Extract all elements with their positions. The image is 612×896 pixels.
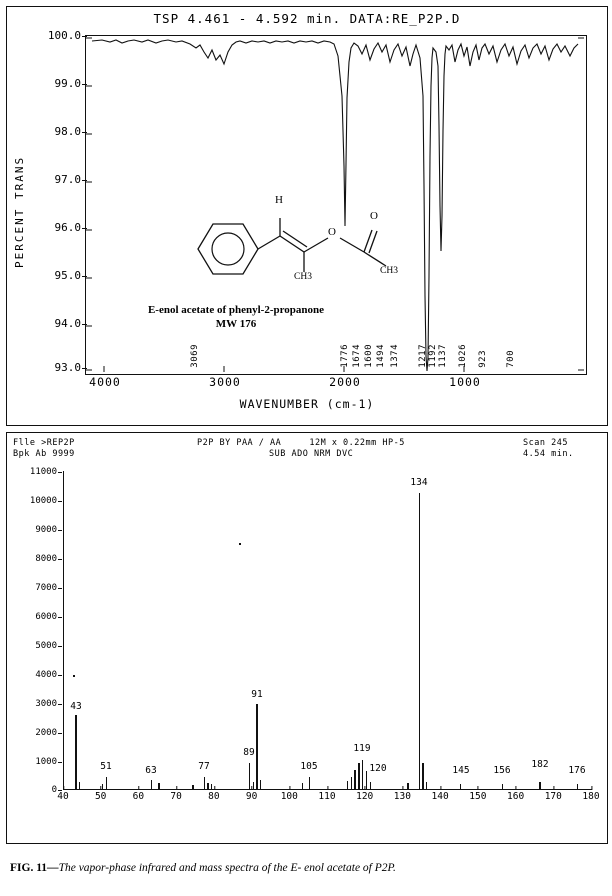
ms-xtick: 110	[318, 791, 336, 802]
ms-peak-136	[426, 782, 427, 789]
ir-spectrum-panel	[6, 6, 608, 426]
ms-stray-dot	[239, 543, 241, 545]
ms-ytick: 5000	[35, 641, 57, 651]
ms-xtick: 80	[208, 791, 220, 802]
ms-peak-134	[419, 493, 421, 789]
ms-header-file: Flle >REP2P	[13, 438, 75, 448]
ms-peak-63	[151, 780, 152, 789]
ms-peak-43	[75, 715, 76, 789]
ir-ytick: 96.0	[54, 221, 81, 234]
ms-peak-label-119: 119	[353, 743, 371, 754]
ir-y-axis-label: PERCENT TRANS	[13, 155, 26, 269]
ms-xtick: 120	[356, 791, 374, 802]
ms-peak-65	[158, 783, 159, 789]
ir-peak-label: 1137	[438, 344, 448, 368]
ir-peak-label: 923	[478, 350, 488, 368]
ms-peak-156	[502, 784, 503, 790]
ms-peak-92	[260, 780, 261, 790]
ms-xtick: 170	[544, 791, 562, 802]
ms-peak-label-182: 182	[531, 759, 549, 770]
ms-peak-label-156: 156	[493, 765, 511, 776]
ms-xtick: 130	[393, 791, 411, 802]
ms-peak-103	[302, 783, 303, 789]
ms-peak-118	[358, 763, 359, 789]
structure-atom-h: H	[275, 194, 283, 206]
ms-peak-91	[256, 704, 257, 789]
ms-spectrum-panel	[6, 432, 608, 844]
ir-ytick: 94.0	[54, 317, 81, 330]
figure-caption-prefix: FIG. 11—	[10, 862, 59, 874]
ms-peak-label-105: 105	[300, 761, 318, 772]
ir-peak-label: 1600	[364, 344, 374, 368]
ms-header-scan: Scan 245	[523, 438, 568, 448]
ir-title: TSP 4.461 - 4.592 min. DATA:RE_P2P.D	[153, 11, 461, 26]
ir-plot-area	[85, 35, 587, 375]
structure-caption-mw: MW 176	[215, 318, 257, 330]
ir-peak-label: 1374	[390, 344, 400, 368]
ms-peak-145	[460, 784, 461, 790]
ms-ytick: 4000	[35, 670, 57, 680]
ms-peak-label-145: 145	[452, 765, 470, 776]
ms-header-method: P2P BY PAA / AA 12M x 0.22mm HP-5	[197, 438, 405, 448]
ms-header-time: 4.54 min.	[523, 449, 574, 459]
ms-peak-176	[577, 784, 578, 789]
ms-peak-117	[354, 770, 355, 789]
ms-xtick: 40	[57, 791, 69, 802]
ms-xtick: 160	[507, 791, 525, 802]
ms-peak-label-51: 51	[100, 761, 112, 772]
ms-peak-74	[192, 785, 193, 789]
figure-caption	[10, 862, 590, 874]
ms-peak-121	[370, 782, 371, 789]
ir-peak-label: 1776	[340, 344, 350, 368]
ms-ytick: 8000	[35, 554, 57, 564]
ir-xtick: 3000	[209, 375, 241, 389]
ms-peak-79	[211, 784, 212, 789]
ms-ytick: 0	[51, 785, 57, 795]
structure-caption-name: E-enol acetate of phenyl-2-propanone	[147, 304, 325, 316]
ir-ytick: 99.0	[54, 77, 81, 90]
ir-peak-label: 1192	[428, 344, 438, 368]
ir-ytick: 95.0	[54, 269, 81, 282]
ms-peak-116	[351, 777, 352, 789]
ms-xtick: 70	[170, 791, 182, 802]
ms-peak-105	[309, 777, 310, 789]
ir-peak-label: 1494	[376, 344, 386, 368]
ms-peak-label-91: 91	[251, 689, 263, 700]
ir-ytick: 98.0	[54, 125, 81, 138]
ms-plot-area	[63, 471, 592, 790]
ms-peak-label-43: 43	[70, 701, 82, 712]
ms-peak-135	[422, 763, 423, 789]
structure-atom-ch3-vinyl: CH3	[294, 272, 312, 282]
ms-ytick: 9000	[35, 525, 57, 535]
ms-ytick: 3000	[35, 699, 57, 709]
ms-peak-label-134: 134	[410, 477, 428, 488]
ms-ytick: 1000	[35, 757, 57, 767]
ir-xtick: 1000	[449, 375, 481, 389]
ms-peak-90	[253, 782, 254, 789]
ir-peak-label: 1674	[352, 344, 362, 368]
ms-peak-182	[539, 782, 540, 789]
figure-caption-text: The vapor-phase infrared and mass spectra of the E- enol acetate of P2P.	[58, 862, 396, 874]
ms-peak-120	[366, 771, 367, 789]
ir-xtick: 2000	[329, 375, 361, 389]
ms-xtick: 180	[582, 791, 600, 802]
ms-peak-51	[106, 777, 107, 789]
structure-atom-o-ester: O	[328, 226, 336, 238]
structure-diagram	[158, 194, 458, 304]
ms-peak-44	[79, 782, 80, 789]
ms-xtick: 90	[245, 791, 258, 802]
ir-x-ticks	[85, 375, 585, 391]
ms-ytick: 6000	[35, 612, 57, 622]
ms-peak-label-176: 176	[568, 765, 586, 776]
ms-peak-115	[347, 781, 348, 789]
ms-xtick: 100	[280, 791, 298, 802]
ms-peak-50	[102, 784, 103, 789]
ir-peak-label: 3069	[190, 344, 200, 368]
ms-peak-label-63: 63	[145, 765, 157, 776]
ms-x-ticks	[57, 791, 600, 805]
ms-y-ticks	[13, 467, 59, 793]
ms-xtick: 60	[132, 791, 145, 802]
structure-atom-o-carbonyl: O	[370, 210, 378, 222]
ir-peak-label: 700	[506, 350, 516, 368]
ir-ytick: 93.0	[54, 361, 81, 374]
ms-xtick: 140	[431, 791, 449, 802]
ir-ytick: 97.0	[54, 173, 81, 186]
ms-peak-label-120: 120	[369, 763, 387, 774]
ms-header-bpk: Bpk Ab 9999	[13, 449, 75, 459]
ms-peak-119	[362, 760, 363, 789]
ms-peak-label-89: 89	[243, 747, 255, 758]
ms-header-sub: SUB ADO NRM DVC	[269, 449, 354, 459]
ms-peak-77	[204, 777, 205, 789]
ms-ytick: 10000	[29, 496, 57, 506]
ms-xtick: 50	[94, 791, 107, 802]
ms-ytick: 7000	[35, 583, 57, 593]
ir-ytick: 100.0	[47, 29, 81, 42]
ms-ytick: 2000	[35, 728, 57, 738]
ms-xtick: 150	[469, 791, 487, 802]
ms-peak-78	[207, 783, 208, 789]
ir-peak-label: 1026	[458, 344, 468, 368]
ms-peak-89	[249, 763, 250, 789]
ms-stray-dot	[73, 675, 75, 677]
ms-ytick: 11000	[29, 467, 57, 477]
ms-peak-label-77: 77	[198, 761, 210, 772]
structure-atom-ch3-acetyl: CH3	[380, 266, 398, 276]
ir-x-axis-label: WAVENUMBER (cm-1)	[239, 397, 375, 411]
ms-peak-131	[407, 783, 408, 789]
ir-peak-label: 1217	[418, 344, 428, 368]
ir-xtick: 4000	[89, 375, 121, 389]
